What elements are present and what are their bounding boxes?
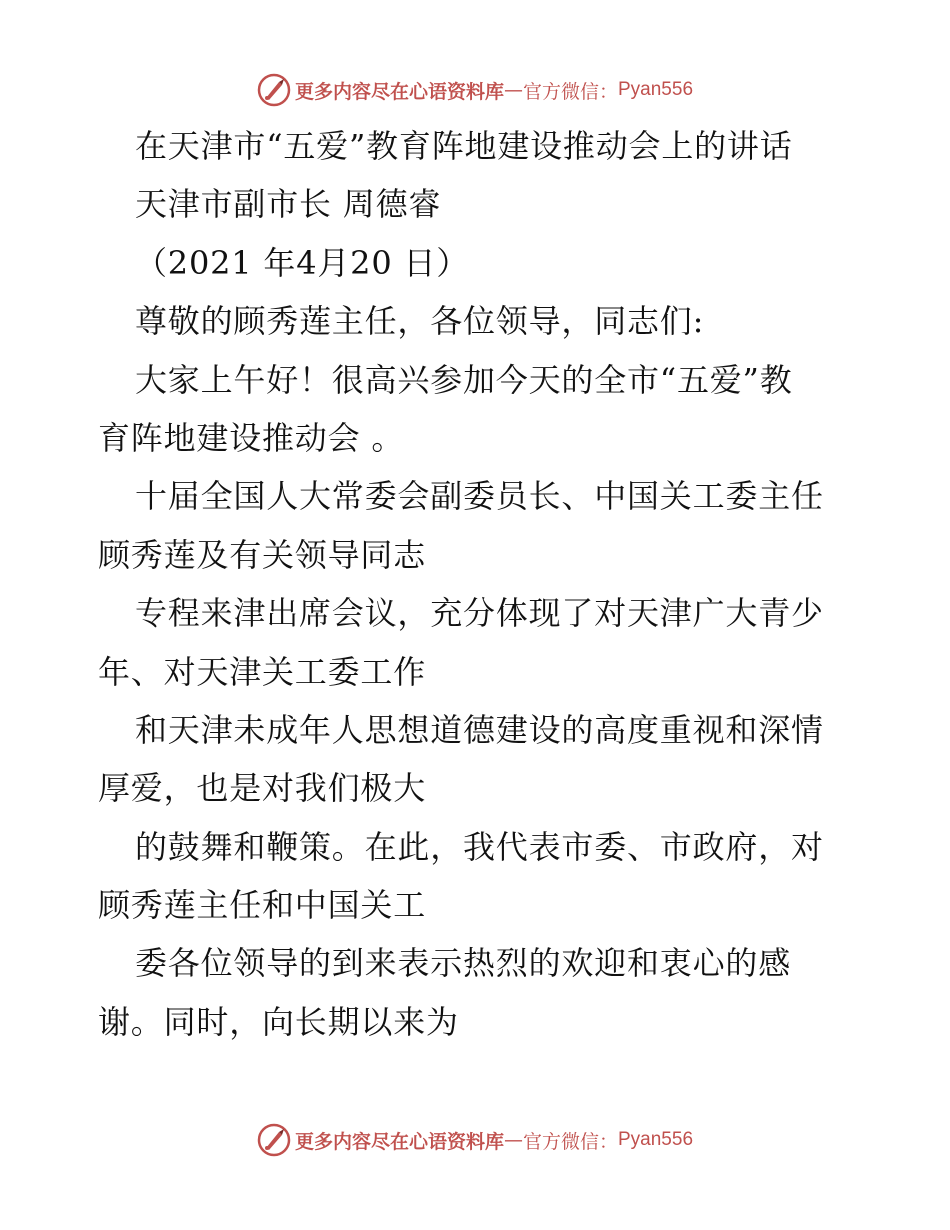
watermark-header xyxy=(0,70,950,110)
salutation-line: 尊敬的顾秀莲主任，各位领导，同志们: xyxy=(135,302,705,341)
speaker-line: 天津市副市长 周德睿 xyxy=(135,185,442,224)
watermark-wechat-label: 官方微信： xyxy=(522,80,618,103)
paragraph-line: 的鼓舞和鞭策。在此，我代表市委、市政府，对 xyxy=(135,827,824,866)
paragraph-line: 大家上午好！很高兴参加今天的全市“五爱”教 xyxy=(135,360,793,399)
paragraph-line: 谢。同时，向长期以来为 xyxy=(98,1002,459,1041)
watermark-main-text: 更多内容尽在心语资料库 xyxy=(294,80,504,103)
paragraph-line: 专程来津出席会议，充分体现了对天津广大青少 xyxy=(135,594,824,633)
paragraph-line: 顾秀莲主任和中国关工 xyxy=(98,886,427,925)
date-line: （2021 年4月20 日） xyxy=(135,243,470,282)
watermark-footer xyxy=(0,1120,950,1160)
watermark-wechat-label: 官方微信： xyxy=(522,1130,618,1153)
document-body xyxy=(98,117,858,1051)
paragraph-line: 十届全国人大常委会副委员长、中国关工委主任 xyxy=(135,477,824,516)
speech-title: 在天津市“五爱”教育阵地建设推动会上的讲话 xyxy=(135,127,793,165)
watermark-wechat-id: Pyan556 xyxy=(618,79,694,100)
watermark-main-text: 更多内容尽在心语资料库 xyxy=(294,1130,504,1153)
paragraph-line: 育阵地建设推动会 。 xyxy=(98,418,405,457)
paragraph-line: 厚爱，也是对我们极大 xyxy=(98,769,427,808)
paragraph-line: 委各位领导的到来表示热烈的欢迎和衷心的感 xyxy=(135,944,792,983)
paragraph-line: 年、对天津关工委工作 xyxy=(98,652,427,691)
quill-logo-icon xyxy=(257,73,291,107)
watermark-dash: — xyxy=(503,1129,523,1151)
watermark-dash: — xyxy=(503,79,523,101)
quill-logo-icon xyxy=(257,1123,291,1157)
paragraph-line: 顾秀莲及有关领导同志 xyxy=(98,535,427,574)
watermark-wechat-id: Pyan556 xyxy=(618,1129,694,1150)
paragraph-line: 和天津未成年人思想道德建设的高度重视和深情 xyxy=(135,710,824,749)
